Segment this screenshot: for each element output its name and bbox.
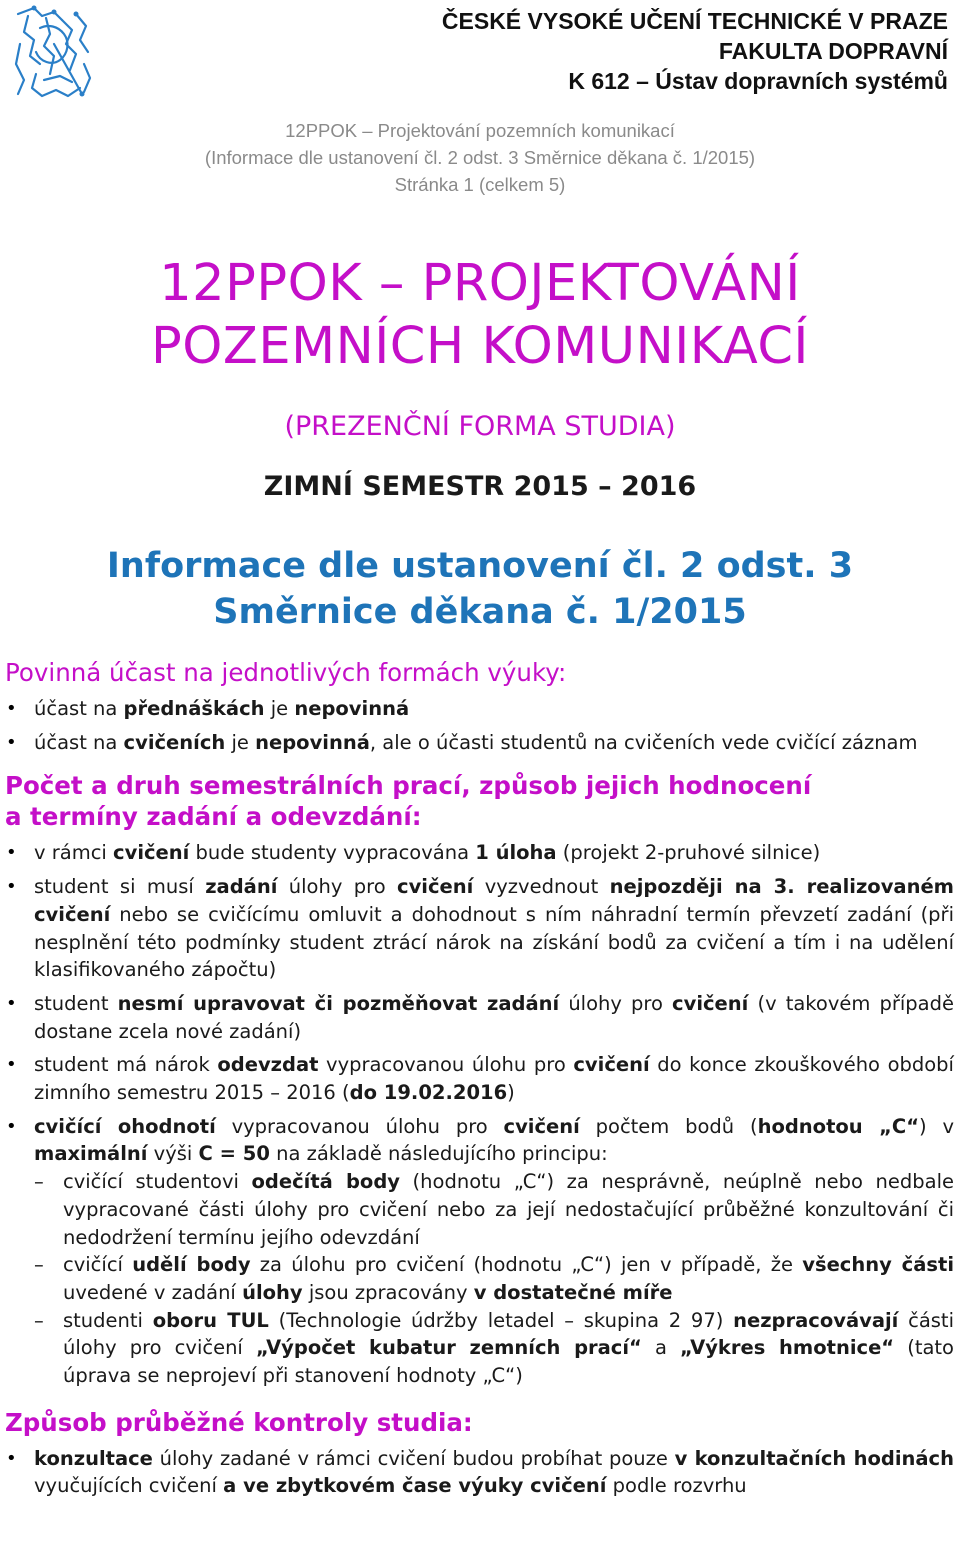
- course-line: 12PPOK – Projektování pozemních komunikací: [285, 120, 675, 141]
- institution-header: [442, 6, 948, 96]
- study-form: (PREZENČNÍ FORMA STUDIA): [284, 411, 676, 442]
- info-title: [0, 543, 960, 635]
- dash-item: – studenti oboru TUL (Technologie údržby letadel – skupina 2 97) nezpracovávají části úlohy pro cvičení „Výpočet kubatur zemních prací“ a „Výkres hmotnice“ (tato úprava se neprojeví při stanovení hodnoty „C“): [34, 1307, 954, 1390]
- regulation-line: (Informace dle ustanovení čl. 2 odst. 3 Směrnice děkana č. 1/2015): [204, 147, 756, 168]
- control-heading: Způsob průběžné kontroly studia:: [5, 1407, 473, 1437]
- list-item: • účast na přednáškách je nepovinná: [5, 695, 954, 723]
- document-meta: [0, 117, 960, 198]
- document-body: [5, 657, 954, 1506]
- dash-item: – cvičící studentovi odečítá body (hodnotu „C“) za nesprávně, neúplně nebo nedbale vypracované části úlohy pro cvičení nebo za její nedostačující průběžné konzultování či nedodržení termínu jejího odevzdání: [34, 1168, 954, 1251]
- page-number: Stránka 1 (celkem 5): [394, 174, 566, 195]
- works-heading: Počet a druh semestrálních prací, způsob jejich hodnocení a termíny zadání a odevzdání:: [5, 771, 812, 832]
- works-list: [5, 839, 954, 1389]
- list-item: • student má nárok odevzdat vypracovanou úlohu pro cvičení do konce zkouškového období zimního semestru 2015 – 2016 (do 19.02.2016): [5, 1051, 954, 1106]
- dash-item: – cvičící udělí body za úlohu pro cvičení (hodnotu „C“) jen v případě, že všechny části uvedené v zadání úlohy jsou zpracovány v dostatečné míře: [34, 1251, 954, 1306]
- ctu-lion-logo: [10, 4, 94, 100]
- title-line-1: 12PPOK – PROJEKTOVÁNÍ: [159, 254, 801, 313]
- scoring-rules: [34, 1168, 954, 1390]
- attendance-heading: Povinná účast na jednotlivých formách výuky:: [5, 658, 567, 687]
- list-item: • účast na cvičeních je nepovinná, ale o účasti studentů na cvičeních vede cvičící záznam: [5, 729, 954, 757]
- university-name: ČESKÉ VYSOKÉ UČENÍ TECHNICKÉ V PRAZE: [441, 8, 948, 34]
- title-line-2: POZEMNÍCH KOMUNIKACÍ: [151, 317, 809, 376]
- faculty-name: FAKULTA DOPRAVNÍ: [718, 38, 948, 64]
- list-item: • konzultace úlohy zadané v rámci cvičení budou probíhat pouze v konzultačních hodinách vyučujících cvičení a ve zbytkovém čase výuky cvičení podle rozvrhu: [5, 1445, 954, 1500]
- list-item: • v rámci cvičení bude studenty vypracována 1 úloha (projekt 2-pruhové silnice): [5, 839, 954, 867]
- attendance-list: [5, 695, 954, 756]
- semester-label: ZIMNÍ SEMESTR 2015 – 2016: [263, 471, 697, 502]
- info-title-line-1: Informace dle ustanovení čl. 2 odst. 3: [106, 546, 854, 586]
- list-item: • student nesmí upravovat či pozměňovat zadání úlohy pro cvičení (v takovém případě dostane zcela nové zadání): [5, 990, 954, 1045]
- list-item: • student si musí zadání úlohy pro cvičení vyzvednout nejpozději na 3. realizovaném cvičení nebo se cvičícímu omluvit a dohodnout s ním náhradní termín převzetí zadání (při nesplnění této podmínky student ztrácí nárok na získání bodů za cvičení a tím i na udělení klasifikovaného zápočtu): [5, 873, 954, 984]
- document-title: [0, 252, 960, 378]
- control-list: [5, 1445, 954, 1500]
- list-item: • cvičící ohodnotí vypracovanou úlohu pro cvičení počtem bodů (hodnotou „C“) v maximální výši C = 50 na základě následujícího principu: – cvičící studentovi odečítá body (hodnotu „C“) za nesprávně, neúplně nebo nedbale vypracované části úlohy pro cvičení nebo za její nedostačující průběžné konzultování či nedodržení termínu jejího odevzdání – cvičící udělí body za úlohu pro cvičení (hodnotu „C“) jen v případě, že všechny části uvedené v zadání úlohy jsou zpracovány v dostatečné míře – studenti oboru TUL (Technologie údržby letadel – skupina 2 97) nezpracovávají části úlohy pro cvičení „Výpočet kubatur zemních prací“ a „Výkres hmotnice“ (tato úprava se neprojeví při stanovení hodnoty „C“): [5, 1113, 954, 1390]
- department-name: K 612 – Ústav dopravních systémů: [568, 68, 948, 94]
- info-title-line-2: Směrnice děkana č. 1/2015: [213, 592, 747, 632]
